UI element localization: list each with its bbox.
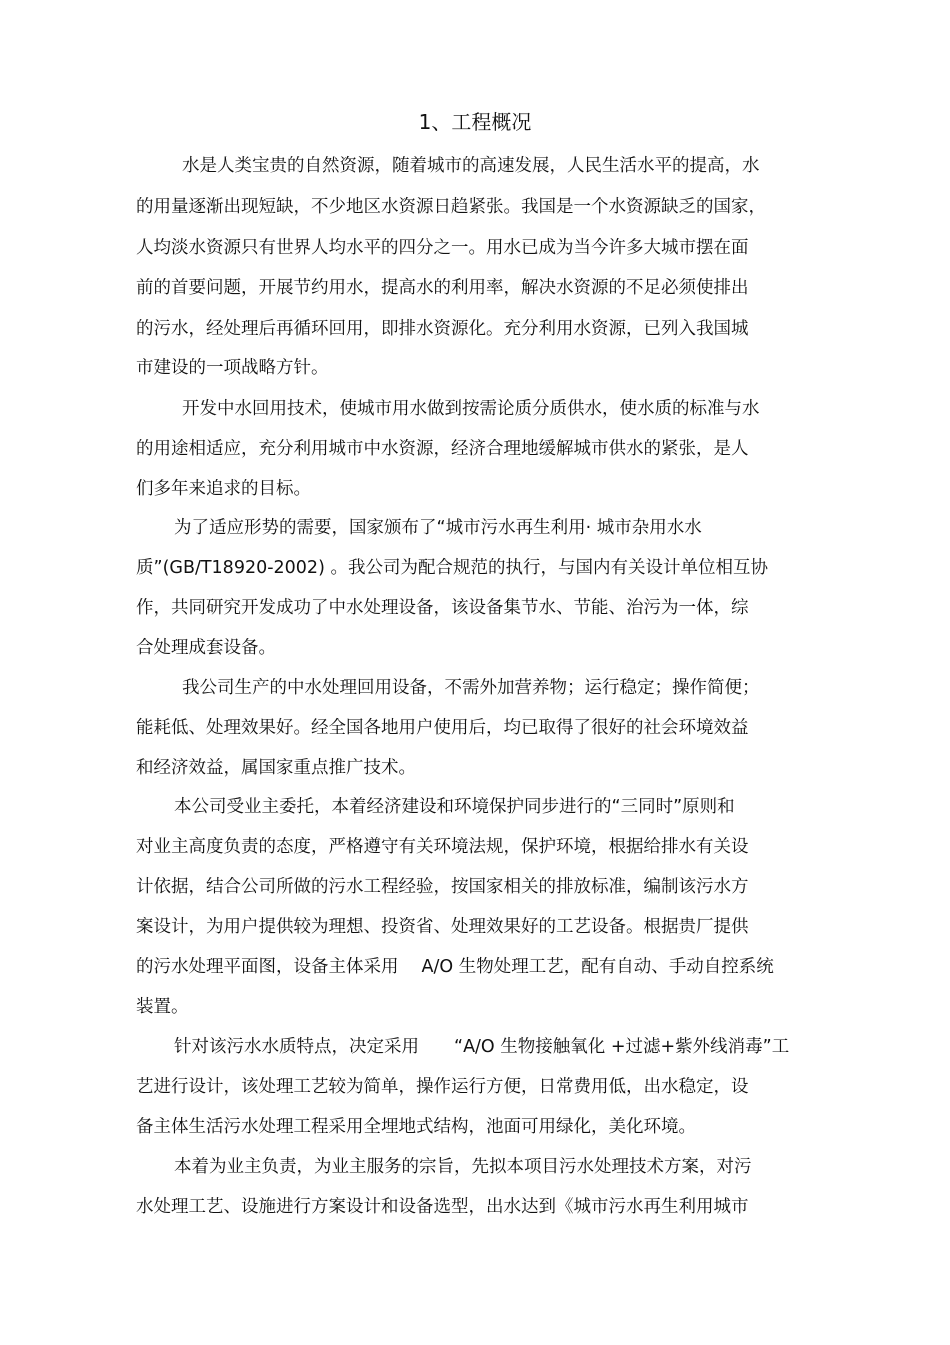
paragraph-line: 为了适应形势的需要，国家颁布了“城市污水再生利用· 城市杂用水水: [174, 518, 702, 538]
paragraph-line: 的用量逐渐出现短缺，不少地区水资源日趋紧张。我国是一个水资源缺乏的国家，: [136, 197, 766, 217]
paragraph-line: 本着为业主负责，为业主服务的宗旨，先拟本项目污水处理技术方案，对污: [174, 1157, 752, 1177]
paragraph-line: 本公司受业主委托，本着经济建设和环境保护同步进行的“三同时”原则和: [174, 797, 735, 817]
paragraph-line: 人均淡水资源只有世界人均水平的四分之一。用水已成为当今许多大城市摆在面: [136, 238, 749, 258]
paragraph-line: 备主体生活污水处理工程采用全埋地式结构，池面可用绿化，美化环境。: [136, 1117, 696, 1137]
paragraph-line: 作，共同研究开发成功了中水处理设备，该设备集节水、节能、治污为一体，综: [136, 598, 749, 618]
paragraph-line: 艺进行设计，该处理工艺较为简单，操作运行方便，日常费用低，出水稳定，设: [136, 1077, 749, 1097]
paragraph-line: 我公司生产的中水处理回用设备，不需外加营养物；运行稳定；操作简便；: [182, 678, 760, 698]
paragraph-line: 水处理工艺、设施进行方案设计和设备选型，出水达到《城市污水再生利用城市: [136, 1197, 749, 1217]
paragraph-line: 案设计，为用户提供较为理想、投资省、处理效果好的工艺设备。根据贵厂提供: [136, 917, 749, 937]
paragraph-line: 的用途相适应，充分利用城市中水资源，经济合理地缓解城市供水的紧张，是人: [136, 439, 749, 459]
paragraph-line: 水是人类宝贵的自然资源，随着城市的高速发展，人民生活水平的提高，水: [182, 156, 760, 176]
paragraph-line: 对业主高度负责的态度，严格遵守有关环境法规，保护环境，根据给排水有关设: [136, 837, 749, 857]
paragraph-line: 和经济效益，属国家重点推广技术。: [136, 758, 416, 778]
paragraph-line: 的污水处理平面图，设备主体采用 A/O 生物处理工艺，配有自动、手动自控系统: [136, 957, 774, 977]
paragraph-line: 装置。: [136, 997, 189, 1017]
paragraph-line: 针对该污水水质特点，决定采用 “A/O 生物接触氧化 +过滤+紫外线消毒”工: [174, 1037, 790, 1057]
paragraph-line: 计依据，结合公司所做的污水工程经验，按国家相关的排放标准，编制该污水方: [136, 877, 749, 897]
paragraph-line: 合处理成套设备。: [136, 638, 276, 658]
paragraph-line: 能耗低、处理效果好。经全国各地用户使用后，均已取得了很好的社会环境效益: [136, 718, 749, 738]
paragraph-line: 质”(GB/T18920-2002) 。我公司为配合规范的执行，与国内有关设计单位相互协: [136, 558, 768, 578]
paragraph-line: 市建设的一项战略方针。: [136, 358, 329, 378]
section-title: 1、工程概况: [418, 110, 532, 134]
paragraph-line: 前的首要问题，开展节约用水，提高水的利用率，解决水资源的不足必须使排出: [136, 278, 749, 298]
paragraph-line: 开发中水回用技术，使城市用水做到按需论质分质供水，使水质的标准与水: [182, 399, 760, 419]
paragraph-line: 们多年来追求的目标。: [136, 479, 311, 499]
paragraph-line: 的污水，经处理后再循环回用，即排水资源化。充分利用水资源，已列入我国城: [136, 319, 749, 339]
